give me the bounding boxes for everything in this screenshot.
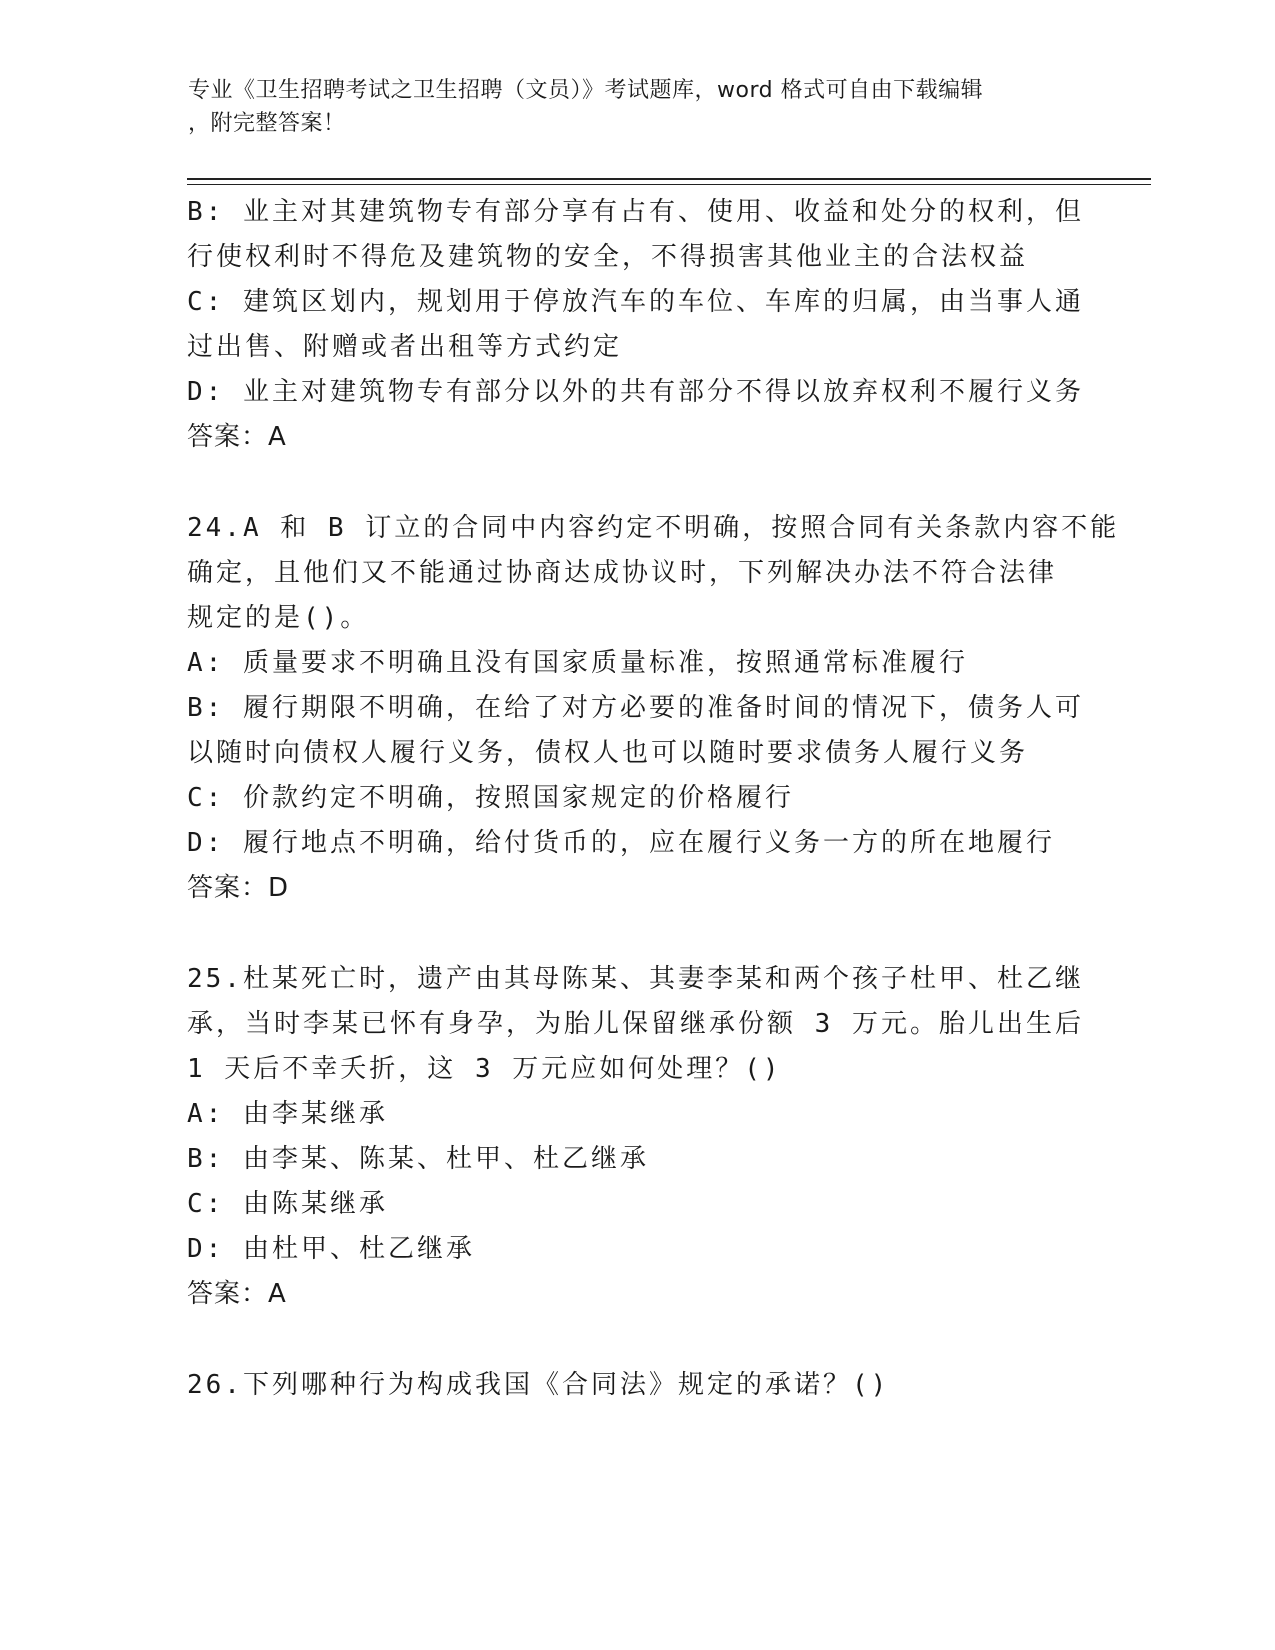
option-a: A: 由李某继承: [187, 1099, 388, 1129]
question-26-line-1: 26.下列哪种行为构成我国《合同法》规定的承诺？(): [187, 1370, 890, 1400]
option-b-line-1: B: 履行期限不明确，在给了对方必要的准备时间的情况下，债务人可: [187, 693, 1084, 723]
answer-23: 答案：A: [187, 422, 287, 452]
question-24-line-3: 规定的是()。: [187, 603, 370, 633]
option-b-line-2: 行使权利时不得危及建筑物的安全，不得损害其他业主的合法权益: [187, 242, 1029, 272]
question-25-line-2: 承，当时李某已怀有身孕，为胎儿保留继承份额 3 万元。胎儿出生后: [187, 1009, 1084, 1039]
question-24-line-2: 确定，且他们又不能通过协商达成协议时，下列解决办法不符合法律: [187, 558, 1058, 588]
option-c: C: 由陈某继承: [187, 1189, 388, 1219]
question-23-tail: [187, 190, 1087, 460]
option-b-line-2: 以随时向债权人履行义务，债权人也可以随时要求债务人履行义务: [187, 738, 1029, 768]
option-c: C: 价款约定不明确，按照国家规定的价格履行: [187, 783, 794, 813]
option-b: B: 由李某、陈某、杜甲、杜乙继承: [187, 1144, 649, 1174]
header-line-2: ，附完整答案！: [188, 111, 346, 136]
option-a: A: 质量要求不明确且没有国家质量标准，按照通常标准履行: [187, 648, 968, 678]
option-c-line-1: C: 建筑区划内，规划用于停放汽车的车位、车库的归属，由当事人通: [187, 287, 1084, 317]
option-d: D: 履行地点不明确，给付货币的，应在履行义务一方的所在地履行: [187, 828, 1055, 858]
spacer: [187, 460, 1087, 506]
document-body: [187, 190, 1120, 1408]
answer-24: 答案：D: [187, 873, 290, 903]
page-header: [188, 74, 1078, 140]
header-line-1: 专业《卫生招聘考试之卫生招聘（文员）》考试题库，word 格式可自由下载编辑: [188, 78, 984, 103]
option-c-line-2: 过出售、附赠或者出租等方式约定: [187, 332, 623, 362]
spacer: [187, 911, 1087, 957]
question-24-line-1: 24.A 和 B 订立的合同中内容约定不明确，按照合同有关条款内容不能: [187, 513, 1120, 543]
question-25-line-3: 1 天后不幸夭折，这 3 万元应如何处理？(): [187, 1054, 782, 1084]
question-26: [187, 1363, 1087, 1408]
question-24: [187, 506, 1120, 911]
question-25: [187, 957, 1087, 1317]
header-rule-thick: [187, 178, 1151, 180]
option-d-line-1: D: 业主对建筑物专有部分以外的共有部分不得以放弃权利不履行义务: [187, 377, 1084, 407]
answer-25: 答案：A: [187, 1279, 287, 1309]
spacer: [187, 1317, 1087, 1363]
question-25-line-1: 25.杜某死亡时，遗产由其母陈某、其妻李某和两个孩子杜甲、杜乙继: [187, 964, 1084, 994]
option-b-line-1: B: 业主对其建筑物专有部分享有占有、使用、收益和处分的权利，但: [187, 197, 1084, 227]
header-rule-thin: [187, 184, 1151, 185]
option-d: D: 由杜甲、杜乙继承: [187, 1234, 475, 1264]
